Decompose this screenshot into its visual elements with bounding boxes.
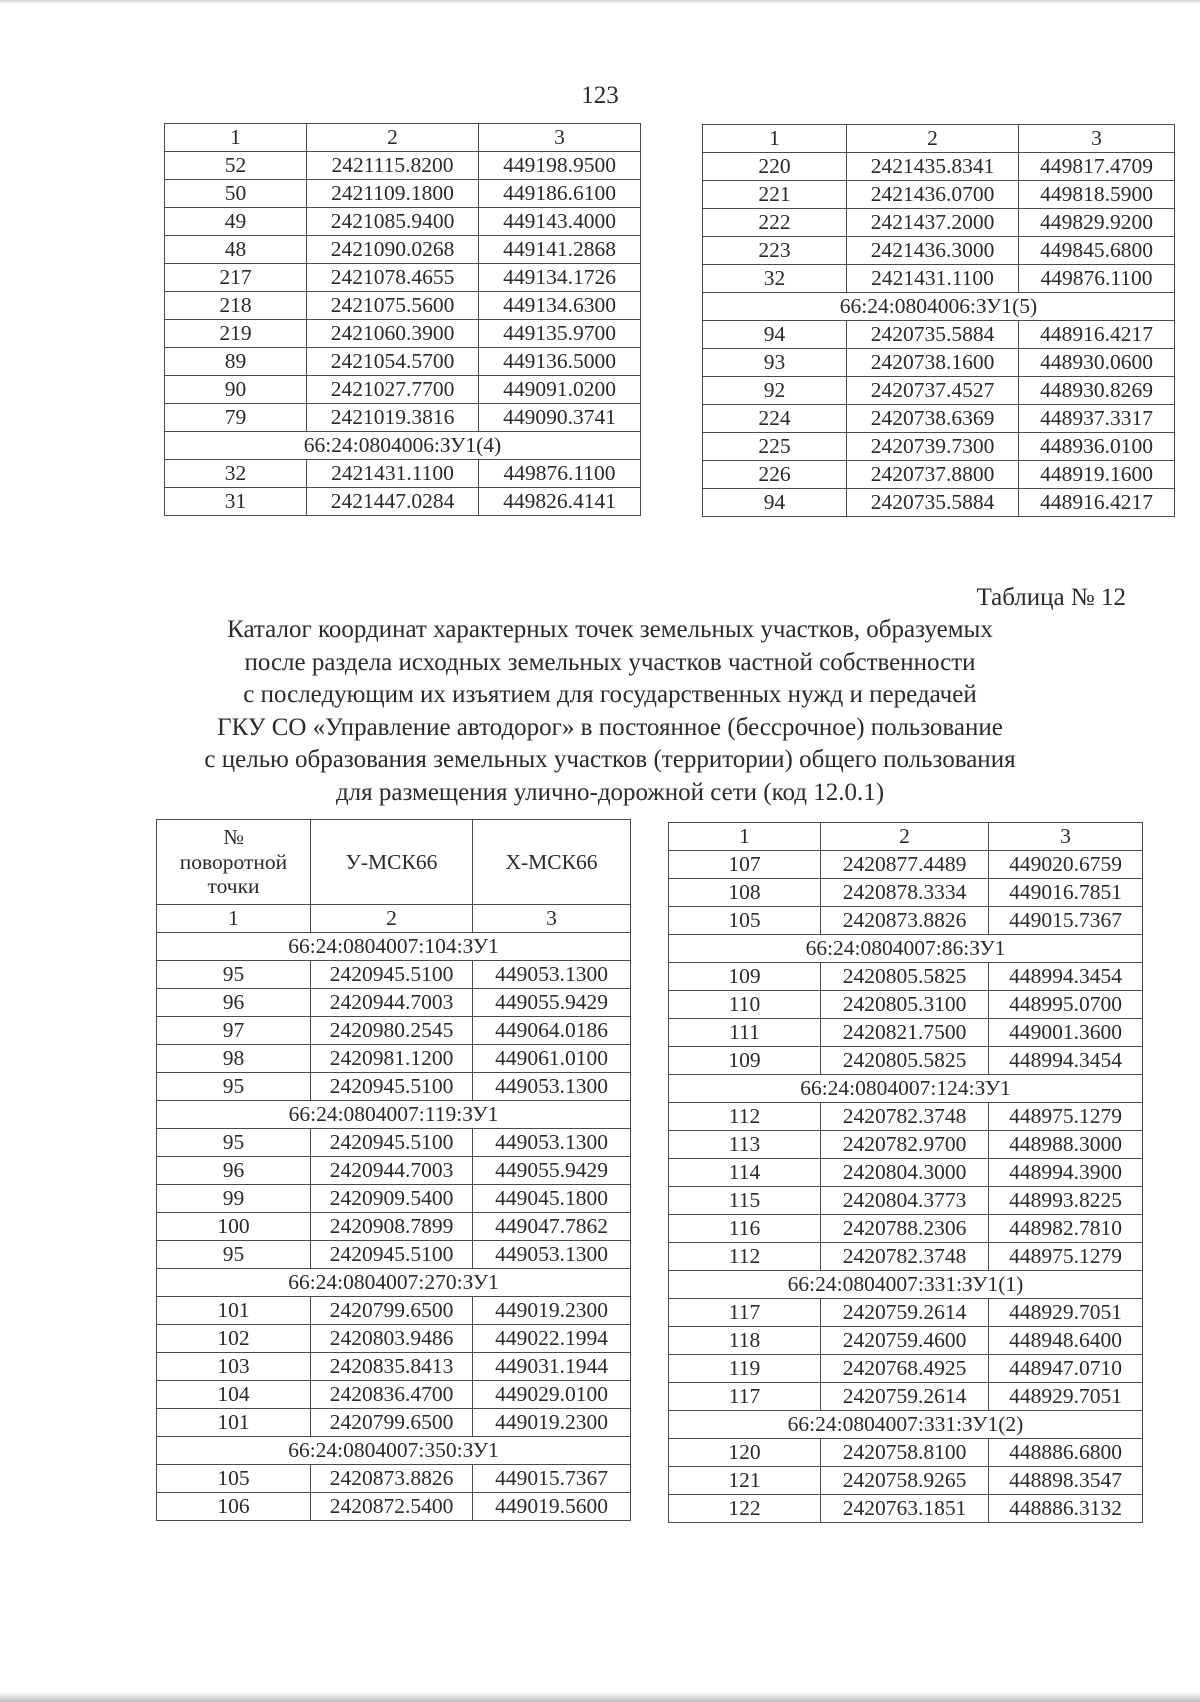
x-coordinate-cell: 449022.1994 <box>473 1325 631 1353</box>
column-titles-row <box>157 820 631 905</box>
cadastral-number-cell: 66:24:0804007:331:ЗУ1(2) <box>669 1411 1143 1439</box>
column-number-row <box>165 124 641 152</box>
y-coordinate-cell: 2420782.3748 <box>821 1243 989 1271</box>
y-coordinate-cell: 2421078.4655 <box>307 264 479 292</box>
y-coordinate-cell: 2420738.6369 <box>847 405 1019 433</box>
x-coordinate-cell: 448988.3000 <box>989 1131 1143 1159</box>
coordinates-table-bottom-left <box>156 819 631 1521</box>
x-coordinate-cell: 448916.4217 <box>1019 321 1175 349</box>
point-number-cell: 79 <box>165 404 307 432</box>
point-number-cell: 121 <box>669 1467 821 1495</box>
table-row <box>165 488 641 516</box>
y-coordinate-cell: 2420763.1851 <box>821 1495 989 1523</box>
column-title-cell: У-МСК66 <box>311 820 473 905</box>
cadastral-number-cell: 66:24:0804007:270:ЗУ1 <box>157 1269 631 1297</box>
x-coordinate-cell: 449019.2300 <box>473 1409 631 1437</box>
x-coordinate-cell: 448898.3547 <box>989 1467 1143 1495</box>
table-row <box>165 264 641 292</box>
y-coordinate-cell: 2420737.4527 <box>847 377 1019 405</box>
column-number-row <box>157 905 631 933</box>
y-coordinate-cell: 2420799.6500 <box>311 1297 473 1325</box>
y-coordinate-cell: 2421435.8341 <box>847 153 1019 181</box>
table-row <box>669 991 1143 1019</box>
y-coordinate-cell: 2421019.3816 <box>307 404 479 432</box>
table-row <box>669 1467 1143 1495</box>
x-coordinate-cell: 449053.1300 <box>473 961 631 989</box>
table-row <box>669 851 1143 879</box>
table-row <box>669 907 1143 935</box>
table-row <box>703 209 1175 237</box>
point-number-cell: 117 <box>669 1299 821 1327</box>
y-coordinate-cell: 2421090.0268 <box>307 236 479 264</box>
point-number-cell: 116 <box>669 1215 821 1243</box>
point-number-cell: 225 <box>703 433 847 461</box>
y-coordinate-cell: 2421109.1800 <box>307 180 479 208</box>
x-coordinate-cell: 449845.6800 <box>1019 237 1175 265</box>
column-number-cell: 1 <box>165 124 307 152</box>
y-coordinate-cell: 2420821.7500 <box>821 1019 989 1047</box>
point-number-cell: 219 <box>165 320 307 348</box>
table-row <box>703 349 1175 377</box>
point-number-cell: 118 <box>669 1327 821 1355</box>
table-row <box>165 152 641 180</box>
cadastral-number-cell: 66:24:0804006:ЗУ1(5) <box>703 293 1175 321</box>
table-row <box>157 1297 631 1325</box>
table-row <box>165 180 641 208</box>
y-coordinate-cell: 2421431.1100 <box>307 460 479 488</box>
x-coordinate-cell: 449143.4000 <box>479 208 641 236</box>
point-number-cell: 100 <box>157 1213 311 1241</box>
x-coordinate-cell: 448937.3317 <box>1019 405 1175 433</box>
table-row <box>157 1157 631 1185</box>
x-coordinate-cell: 449053.1300 <box>473 1129 631 1157</box>
table-row <box>669 1439 1143 1467</box>
cadastral-number-cell: 66:24:0804007:119:ЗУ1 <box>157 1101 631 1129</box>
y-coordinate-cell: 2420835.8413 <box>311 1353 473 1381</box>
x-coordinate-cell: 449064.0186 <box>473 1017 631 1045</box>
x-coordinate-cell: 448994.3454 <box>989 963 1143 991</box>
table-caption: Каталог координат характерных точек земельных участков, образуемых после раздела исходных земельных участков частной собственности с последующим их изъятием для государственных нужд и передачей ГКУ СО «Управление автодорог» в постоянное (бессрочное) пользование с целью образования земельных участков (территории) общего пользования для размещения улично-дорожной сети (код 12.0.1) <box>204 616 1016 806</box>
table-row <box>703 433 1175 461</box>
y-coordinate-cell: 2421075.5600 <box>307 292 479 320</box>
point-number-cell: 94 <box>703 489 847 517</box>
y-coordinate-cell: 2420945.5100 <box>311 1129 473 1157</box>
x-coordinate-cell: 448994.3900 <box>989 1159 1143 1187</box>
x-coordinate-cell: 449019.2300 <box>473 1297 631 1325</box>
x-coordinate-cell: 449016.7851 <box>989 879 1143 907</box>
table-row <box>165 208 641 236</box>
table-row <box>703 237 1175 265</box>
y-coordinate-cell: 2420805.5825 <box>821 963 989 991</box>
y-coordinate-cell: 2421437.2000 <box>847 209 1019 237</box>
y-coordinate-cell: 2420877.4489 <box>821 851 989 879</box>
point-number-cell: 110 <box>669 991 821 1019</box>
table-row <box>669 1187 1143 1215</box>
table-row <box>165 320 641 348</box>
y-coordinate-cell: 2420909.5400 <box>311 1185 473 1213</box>
point-number-cell: 94 <box>703 321 847 349</box>
point-number-cell: 50 <box>165 180 307 208</box>
y-coordinate-cell: 2421054.5700 <box>307 348 479 376</box>
x-coordinate-cell: 449019.5600 <box>473 1493 631 1521</box>
table-number-label: Таблица № 12 <box>976 584 1126 611</box>
y-coordinate-cell: 2420759.2614 <box>821 1299 989 1327</box>
section-row <box>669 935 1143 963</box>
x-coordinate-cell: 449186.6100 <box>479 180 641 208</box>
y-coordinate-cell: 2421431.1100 <box>847 265 1019 293</box>
point-number-cell: 108 <box>669 879 821 907</box>
x-coordinate-cell: 448936.0100 <box>1019 433 1175 461</box>
point-number-cell: 117 <box>669 1383 821 1411</box>
y-coordinate-cell: 2421085.9400 <box>307 208 479 236</box>
section-row <box>157 933 631 961</box>
table-row <box>165 404 641 432</box>
y-coordinate-cell: 2420799.6500 <box>311 1409 473 1437</box>
x-coordinate-cell: 448947.0710 <box>989 1355 1143 1383</box>
point-number-cell: 103 <box>157 1353 311 1381</box>
point-number-cell: 104 <box>157 1381 311 1409</box>
y-coordinate-cell: 2420758.8100 <box>821 1439 989 1467</box>
x-coordinate-cell: 449045.1800 <box>473 1185 631 1213</box>
point-number-cell: 32 <box>703 265 847 293</box>
point-number-cell: 115 <box>669 1187 821 1215</box>
table-row <box>669 1131 1143 1159</box>
y-coordinate-cell: 2420805.3100 <box>821 991 989 1019</box>
y-coordinate-cell: 2420908.7899 <box>311 1213 473 1241</box>
y-coordinate-cell: 2420945.5100 <box>311 1073 473 1101</box>
column-number-cell: 3 <box>989 823 1143 851</box>
column-number-cell: 2 <box>307 124 479 152</box>
y-coordinate-cell: 2420981.1200 <box>311 1045 473 1073</box>
section-row <box>157 1101 631 1129</box>
column-number-cell: 2 <box>821 823 989 851</box>
x-coordinate-cell: 449134.6300 <box>479 292 641 320</box>
section-row <box>669 1271 1143 1299</box>
point-number-cell: 95 <box>157 1241 311 1269</box>
cadastral-number-cell: 66:24:0804006:ЗУ1(4) <box>165 432 641 460</box>
point-number-cell: 49 <box>165 208 307 236</box>
column-number-cell: 3 <box>479 124 641 152</box>
column-title-cell: № поворотной точки <box>157 820 311 905</box>
table-row <box>703 489 1175 517</box>
table-row <box>669 1299 1143 1327</box>
cadastral-number-cell: 66:24:0804007:350:ЗУ1 <box>157 1437 631 1465</box>
table-row <box>157 1409 631 1437</box>
y-coordinate-cell: 2421436.0700 <box>847 181 1019 209</box>
table-row <box>157 961 631 989</box>
y-coordinate-cell: 2421115.8200 <box>307 152 479 180</box>
cadastral-number-cell: 66:24:0804007:86:ЗУ1 <box>669 935 1143 963</box>
table-row <box>165 376 641 404</box>
point-number-cell: 221 <box>703 181 847 209</box>
table-row <box>669 963 1143 991</box>
table-row <box>669 1103 1143 1131</box>
x-coordinate-cell: 449876.1100 <box>1019 265 1175 293</box>
point-number-cell: 32 <box>165 460 307 488</box>
column-number-cell: 3 <box>1019 125 1175 153</box>
y-coordinate-cell: 2420945.5100 <box>311 1241 473 1269</box>
table-row <box>157 1353 631 1381</box>
point-number-cell: 99 <box>157 1185 311 1213</box>
point-number-cell: 220 <box>703 153 847 181</box>
point-number-cell: 48 <box>165 236 307 264</box>
column-number-cell: 1 <box>669 823 821 851</box>
point-number-cell: 119 <box>669 1355 821 1383</box>
x-coordinate-cell: 449031.1944 <box>473 1353 631 1381</box>
column-number-cell: 1 <box>157 905 311 933</box>
y-coordinate-cell: 2420759.2614 <box>821 1383 989 1411</box>
table-row <box>703 181 1175 209</box>
point-number-cell: 31 <box>165 488 307 516</box>
x-coordinate-cell: 449061.0100 <box>473 1045 631 1073</box>
table-row <box>703 405 1175 433</box>
y-coordinate-cell: 2420878.3334 <box>821 879 989 907</box>
x-coordinate-cell: 449047.7862 <box>473 1213 631 1241</box>
point-number-cell: 111 <box>669 1019 821 1047</box>
x-coordinate-cell: 449015.7367 <box>473 1465 631 1493</box>
column-number-row <box>703 125 1175 153</box>
x-coordinate-cell: 448994.3454 <box>989 1047 1143 1075</box>
column-number-cell: 1 <box>703 125 847 153</box>
x-coordinate-cell: 449053.1300 <box>473 1241 631 1269</box>
table-row <box>669 1355 1143 1383</box>
x-coordinate-cell: 448916.4217 <box>1019 489 1175 517</box>
point-number-cell: 95 <box>157 1073 311 1101</box>
x-coordinate-cell: 449817.4709 <box>1019 153 1175 181</box>
table-row <box>165 236 641 264</box>
point-number-cell: 95 <box>157 1129 311 1157</box>
point-number-cell: 93 <box>703 349 847 377</box>
table-row <box>157 1129 631 1157</box>
point-number-cell: 98 <box>157 1045 311 1073</box>
y-coordinate-cell: 2420805.5825 <box>821 1047 989 1075</box>
table-row <box>669 1159 1143 1187</box>
x-coordinate-cell: 449135.9700 <box>479 320 641 348</box>
scan-edge-bottom <box>0 1692 1200 1702</box>
scan-edge-top <box>0 0 1200 4</box>
y-coordinate-cell: 2420782.3748 <box>821 1103 989 1131</box>
table-row <box>157 1017 631 1045</box>
point-number-cell: 96 <box>157 1157 311 1185</box>
x-coordinate-cell: 449141.2868 <box>479 236 641 264</box>
table-row <box>703 265 1175 293</box>
y-coordinate-cell: 2420782.9700 <box>821 1131 989 1159</box>
table-row <box>165 460 641 488</box>
point-number-cell: 120 <box>669 1439 821 1467</box>
coordinates-table-bottom-right <box>668 822 1143 1523</box>
point-number-cell: 113 <box>669 1131 821 1159</box>
x-coordinate-cell: 449020.6759 <box>989 851 1143 879</box>
table-row <box>157 1493 631 1521</box>
y-coordinate-cell: 2420944.7003 <box>311 1157 473 1185</box>
table-row <box>703 153 1175 181</box>
table-row <box>157 1073 631 1101</box>
table-row <box>669 1215 1143 1243</box>
point-number-cell: 106 <box>157 1493 311 1521</box>
column-title-cell: Х-МСК66 <box>473 820 631 905</box>
x-coordinate-cell: 448919.1600 <box>1019 461 1175 489</box>
point-number-cell: 102 <box>157 1325 311 1353</box>
table-row <box>669 879 1143 907</box>
x-coordinate-cell: 449136.5000 <box>479 348 641 376</box>
y-coordinate-cell: 2420803.9486 <box>311 1325 473 1353</box>
section-row <box>165 432 641 460</box>
y-coordinate-cell: 2420788.2306 <box>821 1215 989 1243</box>
y-coordinate-cell: 2420759.4600 <box>821 1327 989 1355</box>
column-number-cell: 2 <box>847 125 1019 153</box>
table-row <box>669 1383 1143 1411</box>
x-coordinate-cell: 449090.3741 <box>479 404 641 432</box>
table-row <box>157 1381 631 1409</box>
x-coordinate-cell: 448948.6400 <box>989 1327 1143 1355</box>
y-coordinate-cell: 2420980.2545 <box>311 1017 473 1045</box>
x-coordinate-cell: 448975.1279 <box>989 1243 1143 1271</box>
point-number-cell: 96 <box>157 989 311 1017</box>
x-coordinate-cell: 449134.1726 <box>479 264 641 292</box>
y-coordinate-cell: 2420804.3000 <box>821 1159 989 1187</box>
x-coordinate-cell: 448886.3132 <box>989 1495 1143 1523</box>
y-coordinate-cell: 2421027.7700 <box>307 376 479 404</box>
column-number-row <box>669 823 1143 851</box>
x-coordinate-cell: 448929.7051 <box>989 1383 1143 1411</box>
x-coordinate-cell: 449055.9429 <box>473 989 631 1017</box>
point-number-cell: 107 <box>669 851 821 879</box>
table-row <box>157 989 631 1017</box>
page-number: 123 <box>581 82 619 109</box>
y-coordinate-cell: 2420872.5400 <box>311 1493 473 1521</box>
point-number-cell: 105 <box>157 1465 311 1493</box>
point-number-cell: 97 <box>157 1017 311 1045</box>
y-coordinate-cell: 2420758.9265 <box>821 1467 989 1495</box>
x-coordinate-cell: 448982.7810 <box>989 1215 1143 1243</box>
y-coordinate-cell: 2420738.1600 <box>847 349 1019 377</box>
section-row <box>157 1269 631 1297</box>
x-coordinate-cell: 449876.1100 <box>479 460 641 488</box>
x-coordinate-cell: 449198.9500 <box>479 152 641 180</box>
point-number-cell: 114 <box>669 1159 821 1187</box>
table-row <box>157 1185 631 1213</box>
section-row <box>157 1437 631 1465</box>
x-coordinate-cell: 449818.5900 <box>1019 181 1175 209</box>
y-coordinate-cell: 2420873.8826 <box>821 907 989 935</box>
x-coordinate-cell: 449829.9200 <box>1019 209 1175 237</box>
cadastral-number-cell: 66:24:0804007:104:ЗУ1 <box>157 933 631 961</box>
table-row <box>669 1243 1143 1271</box>
y-coordinate-cell: 2421447.0284 <box>307 488 479 516</box>
table-row <box>669 1495 1143 1523</box>
point-number-cell: 89 <box>165 348 307 376</box>
x-coordinate-cell: 449055.9429 <box>473 1157 631 1185</box>
y-coordinate-cell: 2420735.5884 <box>847 489 1019 517</box>
cadastral-number-cell: 66:24:0804007:331:ЗУ1(1) <box>669 1271 1143 1299</box>
section-row <box>669 1411 1143 1439</box>
point-number-cell: 105 <box>669 907 821 935</box>
coordinates-table-top-right <box>702 124 1175 517</box>
point-number-cell: 92 <box>703 377 847 405</box>
x-coordinate-cell: 449053.1300 <box>473 1073 631 1101</box>
table-row <box>703 461 1175 489</box>
y-coordinate-cell: 2420739.7300 <box>847 433 1019 461</box>
coordinates-table-top-left <box>164 123 641 516</box>
x-coordinate-cell: 448995.0700 <box>989 991 1143 1019</box>
point-number-cell: 109 <box>669 1047 821 1075</box>
x-coordinate-cell: 448929.7051 <box>989 1299 1143 1327</box>
point-number-cell: 122 <box>669 1495 821 1523</box>
table-row <box>157 1325 631 1353</box>
section-row <box>703 293 1175 321</box>
table-row <box>669 1019 1143 1047</box>
point-number-cell: 226 <box>703 461 847 489</box>
table-row <box>165 292 641 320</box>
point-number-cell: 223 <box>703 237 847 265</box>
x-coordinate-cell: 448930.0600 <box>1019 349 1175 377</box>
x-coordinate-cell: 449091.0200 <box>479 376 641 404</box>
table-row <box>157 1465 631 1493</box>
point-number-cell: 112 <box>669 1243 821 1271</box>
x-coordinate-cell: 448930.8269 <box>1019 377 1175 405</box>
table-row <box>157 1045 631 1073</box>
x-coordinate-cell: 448975.1279 <box>989 1103 1143 1131</box>
table-row <box>165 348 641 376</box>
y-coordinate-cell: 2421060.3900 <box>307 320 479 348</box>
section-row <box>669 1075 1143 1103</box>
y-coordinate-cell: 2420768.4925 <box>821 1355 989 1383</box>
x-coordinate-cell: 448886.6800 <box>989 1439 1143 1467</box>
point-number-cell: 222 <box>703 209 847 237</box>
table-row <box>703 377 1175 405</box>
table-row <box>157 1213 631 1241</box>
y-coordinate-cell: 2420873.8826 <box>311 1465 473 1493</box>
point-number-cell: 90 <box>165 376 307 404</box>
y-coordinate-cell: 2420804.3773 <box>821 1187 989 1215</box>
y-coordinate-cell: 2420737.8800 <box>847 461 1019 489</box>
table-row <box>157 1241 631 1269</box>
x-coordinate-cell: 449001.3600 <box>989 1019 1143 1047</box>
table-row <box>669 1327 1143 1355</box>
y-coordinate-cell: 2420944.7003 <box>311 989 473 1017</box>
y-coordinate-cell: 2420945.5100 <box>311 961 473 989</box>
x-coordinate-cell: 449029.0100 <box>473 1381 631 1409</box>
x-coordinate-cell: 449826.4141 <box>479 488 641 516</box>
x-coordinate-cell: 449015.7367 <box>989 907 1143 935</box>
point-number-cell: 217 <box>165 264 307 292</box>
point-number-cell: 109 <box>669 963 821 991</box>
table-row <box>669 1047 1143 1075</box>
point-number-cell: 95 <box>157 961 311 989</box>
point-number-cell: 101 <box>157 1297 311 1325</box>
y-coordinate-cell: 2420836.4700 <box>311 1381 473 1409</box>
y-coordinate-cell: 2421436.3000 <box>847 237 1019 265</box>
point-number-cell: 112 <box>669 1103 821 1131</box>
x-coordinate-cell: 448993.8225 <box>989 1187 1143 1215</box>
point-number-cell: 218 <box>165 292 307 320</box>
point-number-cell: 101 <box>157 1409 311 1437</box>
cadastral-number-cell: 66:24:0804007:124:ЗУ1 <box>669 1075 1143 1103</box>
column-number-cell: 3 <box>473 905 631 933</box>
column-number-cell: 2 <box>311 905 473 933</box>
point-number-cell: 224 <box>703 405 847 433</box>
table-row <box>703 321 1175 349</box>
y-coordinate-cell: 2420735.5884 <box>847 321 1019 349</box>
point-number-cell: 52 <box>165 152 307 180</box>
